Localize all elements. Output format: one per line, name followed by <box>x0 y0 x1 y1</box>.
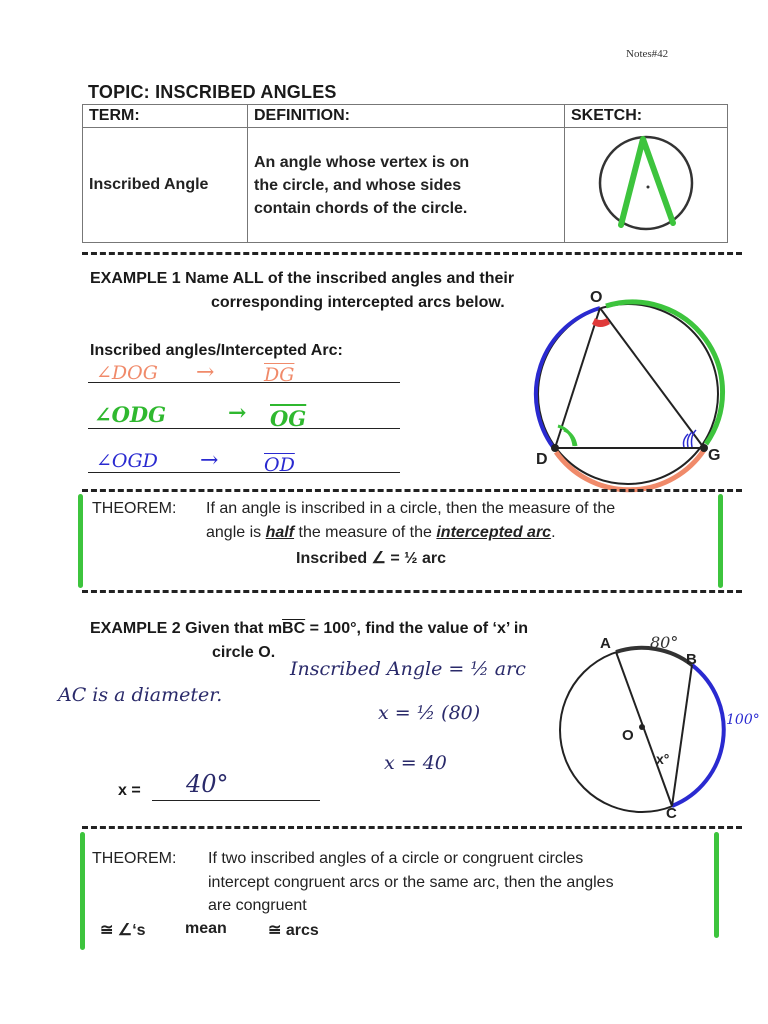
section-divider <box>82 590 742 593</box>
answer-angle: ∠OGD <box>96 450 158 472</box>
answer-arc: $\overline{OD}$ <box>264 454 295 476</box>
label-a: A <box>600 635 611 652</box>
answer-line <box>152 800 320 801</box>
theorem1-line2 <box>206 524 556 542</box>
theorem2-summary-mid: mean <box>185 920 227 937</box>
definition-line: contain chords of the circle. <box>254 199 468 217</box>
work-line-1: Inscribed Angle = ½ arc <box>290 658 526 680</box>
highlight-bar-left <box>80 832 85 950</box>
highlight-bar-right <box>714 832 719 938</box>
work-line-2: x = ½ (80) <box>378 702 481 724</box>
highlight-bar-right <box>718 494 723 588</box>
example2-arc-name: $\overline{BC}$ <box>282 620 306 637</box>
theorem2-label: THEOREM: <box>92 850 177 867</box>
label-c: C <box>666 805 677 822</box>
example2-label-line2: circle O. <box>212 644 276 661</box>
theorem1-formula: Inscribed ∠ = ½ arc <box>296 550 446 567</box>
answer-angle: ∠ODG <box>94 402 167 427</box>
header-definition: DEFINITION: <box>248 105 565 128</box>
label-arc-ab: 80° <box>650 633 679 652</box>
theorem1-text: angle is <box>206 524 266 541</box>
answer-arrow: → <box>196 360 215 385</box>
answer-prefix: x = <box>118 782 141 799</box>
theorem1-text: . <box>551 524 556 541</box>
answer-arc: $\overline{DG}$ <box>264 364 295 386</box>
definition-line: the circle, and whose sides <box>254 176 462 194</box>
term-cell: Inscribed Angle <box>83 128 248 243</box>
answer-row-2 <box>88 400 398 430</box>
example1-label: EXAMPLE 1 Name ALL of the inscribed angles and their <box>90 270 515 287</box>
definition-line: An angle whose vertex is on <box>254 153 470 171</box>
theorem2-line1: If two inscribed angles of a circle or congruent circles <box>208 850 584 867</box>
highlight-bar-left <box>78 494 83 588</box>
answer-value: 40° <box>186 770 229 798</box>
theorem1-line1: If an angle is inscribed in a circle, then the measure of the <box>206 500 616 517</box>
example2-circle-figure <box>548 630 768 826</box>
label-x-angle: x° <box>656 751 670 767</box>
definition-cell <box>248 128 565 243</box>
label-arc-bc: 100° <box>726 712 760 728</box>
answer-arrow: → <box>228 400 247 426</box>
work-line-3: x = 40 <box>384 752 447 774</box>
answer-angle: ∠DOG <box>96 362 158 384</box>
theorem1-half: half <box>265 524 295 541</box>
header-sketch: SKETCH: <box>565 105 728 128</box>
topic-title: TOPIC: INSCRIBED ANGLES <box>88 82 337 102</box>
example1-label-line2: corresponding intercepted arcs below. <box>211 294 505 311</box>
example1-circle-figure <box>528 284 728 494</box>
theorem2-summary-left: ≅ ∠‘s <box>100 922 146 939</box>
label-center-o: O <box>622 727 634 744</box>
answer-arc: $\overline{OG}$ <box>270 406 307 431</box>
answer-row-3 <box>88 448 398 478</box>
theorem1-label: THEOREM: <box>92 500 177 517</box>
example2-text: EXAMPLE 2 Given that m <box>90 620 283 637</box>
label-b: B <box>686 651 697 668</box>
answer-line <box>88 382 400 383</box>
answer-arrow: → <box>200 448 219 473</box>
theorem2-line3: are congruent <box>208 897 307 914</box>
section-divider <box>82 489 742 492</box>
definition-table <box>82 104 728 243</box>
example2-label <box>90 620 528 638</box>
theorem2-summary-right: ≅ arcs <box>268 922 319 939</box>
theorem1-intercepted-arc: intercepted arc <box>436 524 552 541</box>
section-divider <box>82 252 742 255</box>
sketch-cell <box>565 128 728 243</box>
theorem1-text: the measure of the <box>294 524 437 541</box>
label-d: D <box>536 451 548 468</box>
answer-line <box>88 472 400 473</box>
theorem2-line2: intercept congruent arcs or the same arc, then the angles <box>208 874 614 891</box>
header-term: TERM: <box>83 105 248 128</box>
answer-line <box>88 428 400 429</box>
example2-text: = 100°, find the value of ‘x’ in <box>305 620 529 637</box>
section-divider <box>82 826 742 829</box>
notes-number: Notes#42 <box>626 48 669 60</box>
example1-subheading: Inscribed angles/Intercepted Arc: <box>90 342 343 359</box>
inscribed-angle-sketch <box>591 131 701 235</box>
label-g: G <box>708 447 721 464</box>
answer-row-1 <box>88 360 398 390</box>
diameter-note: AC is a diameter. <box>58 684 223 706</box>
label-o: O <box>590 289 603 306</box>
